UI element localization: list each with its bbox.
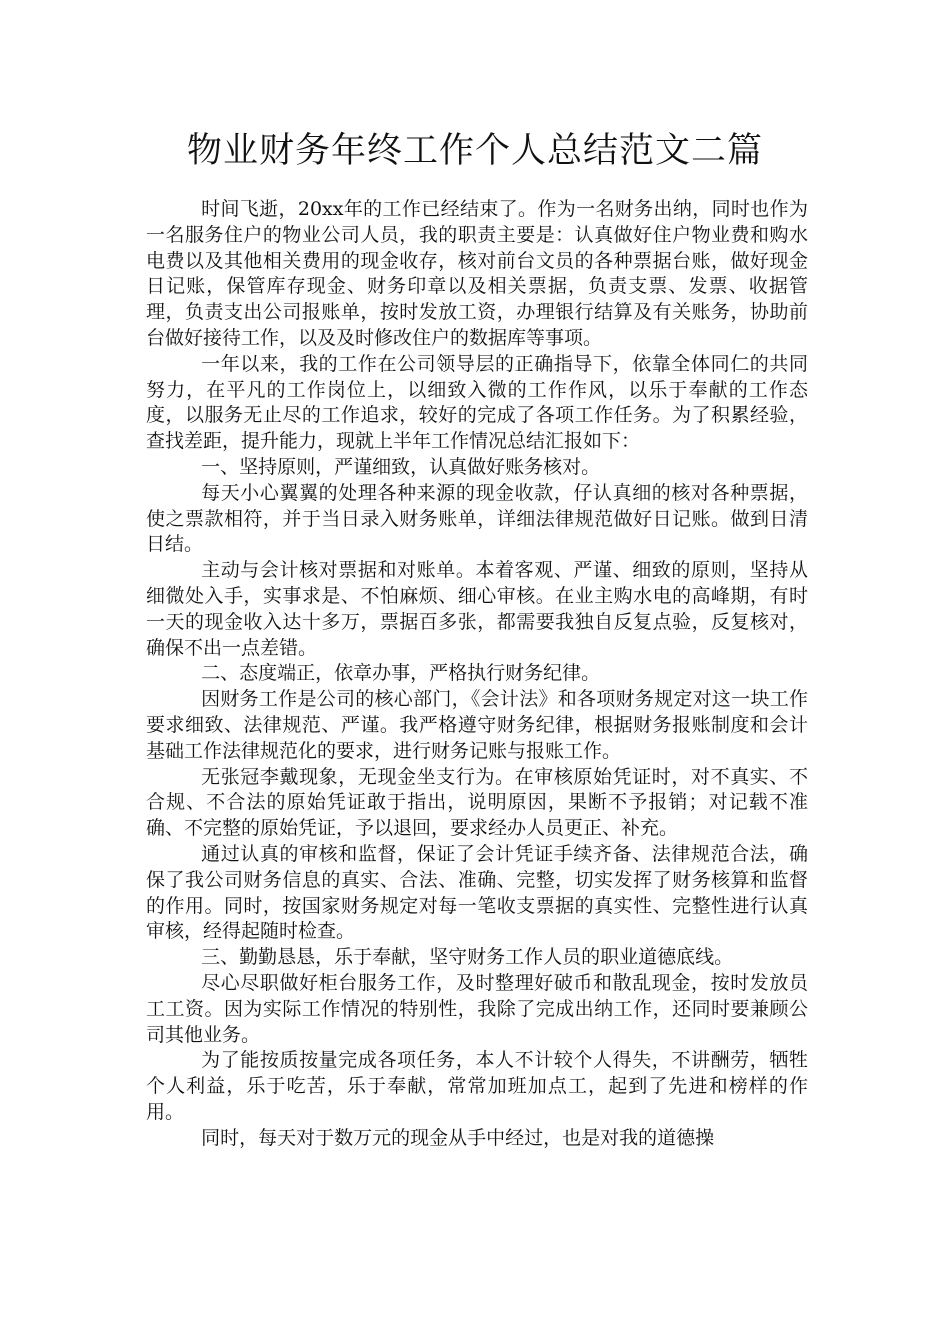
body-paragraph: 通过认真的审核和监督，保证了会计凭证手续齐备、法律规范合法，确保了我公司财务信息的真实、合法、准确、完整，切实发挥了财务核算和监督的作用。同时，按国家财务规定对每一笔收支票据的真实性、完整性进行认真审核，经得起随时检查。 [146,842,808,943]
body-paragraph: 因财务工作是公司的核心部门，《会计法》和各项财务规定对这一块工作要求细致、法律规范、严谨。我严格遵守财务纪律，根据财务报账制度和会计基础工作法律规范化的要求，进行财务记账与报账工作。 [146,688,808,762]
section-heading: 一、坚持原则，严谨细致，认真做好账务核对。 [201,455,601,478]
body-paragraph: 主动与会计核对票据和对账单。本着客观、严谨、细致的原则，坚持从细微处入手，实事求是、不怕麻烦、细心审核。在业主购水电的高峰期，有时一天的现金收入达十多万，票据百多张，都需要我独自反复点验，反复核对，确保不出一点差错。 [146,559,808,659]
section-heading: 三、勤勤恳恳，乐于奉献，坚守财务工作人员的职业道德底线。 [201,946,734,969]
section-heading: 二、态度端正，依章办事，严格执行财务纪律。 [201,662,601,685]
body-paragraph: 为了能按质按量完成各项任务，本人不计较个人得失，不讲酬劳，牺牲个人利益，乐于吃苦，乐于奉献，常常加班加点工，起到了先进和榜样的作用。 [146,1049,808,1123]
body-paragraph: 时间飞逝，20xx年的工作已经结束了。作为一名财务出纳，同时也作为一名服务住户的物业公司人员，我的职责主要是：认真做好住户物业费和购水电费以及其他相关费用的现金收存，核对前台文员的各种票据台账，做好现金日记账，保管库存现金、财务印章以及相关票据，负责支票、发票、收据管理，负责支出公司报账单，按时发放工资，办理银行结算及有关账务，协助前台做好接待工作，以及及时修改住户的数据库等事项。 [146,198,808,349]
body-paragraph: 无张冠李戴现象，无现金坐支行为。在审核原始凭证时，对不真实、不合规、不合法的原始凭证敢于指出，说明原因，果断不予报销；对记载不准确、不完整的原始凭证，予以退回，要求经办人员更正、补充。 [146,765,808,840]
body-paragraph: 同时，每天对于数万元的现金从手中经过，也是对我的道德操 [201,1126,715,1149]
body-paragraph: 尽心尽职做好柜台服务工作，及时整理好破币和散乱现金，按时发放员工工资。因为实际工作情况的特别性，我除了完成出纳工作，还同时要兼顾公司其他业务。 [146,971,808,1046]
document-title: 物业财务年终工作个人总结范文二篇 [186,131,763,171]
body-paragraph: 每天小心翼翼的处理各种来源的现金收款，仔认真细的核对各种票据，使之票款相符，并于当日录入财务账单，详细法律规范做好日记账。做到日清日结。 [146,481,808,556]
document-body [146,197,808,1151]
body-paragraph: 一年以来，我的工作在公司领导层的正确指导下，依靠全体同仁的共同努力，在平凡的工作岗位上，以细致入微的工作作风，以乐于奉献的工作态度，以服务无止尽的工作追求，较好的完成了各项工作任务。为了积累经验，查找差距，提升能力，现就上半年工作情况总结汇报如下： [146,352,808,453]
